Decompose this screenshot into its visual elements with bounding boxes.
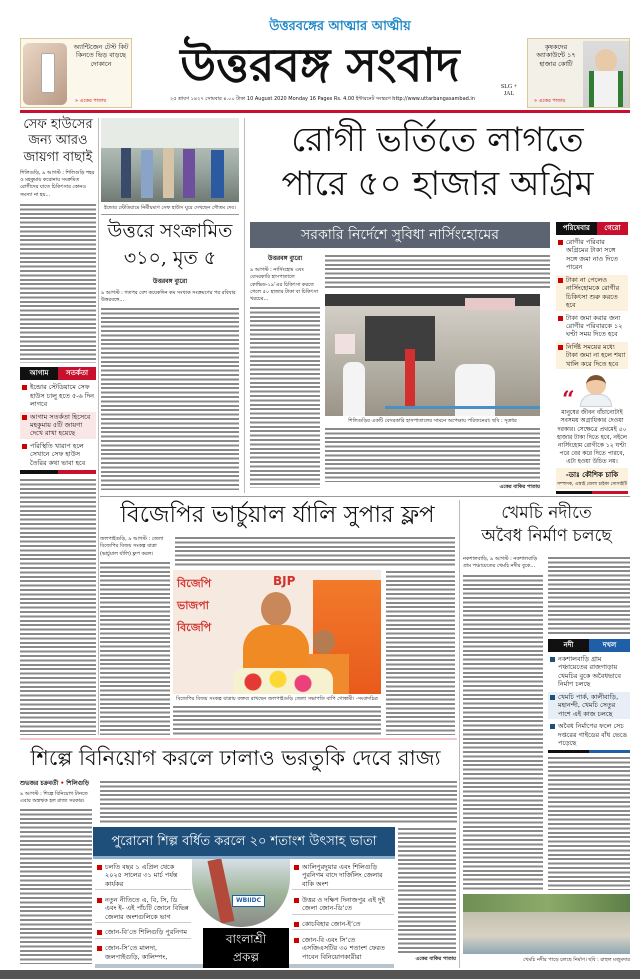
box-title-a: আগাম: [20, 367, 58, 380]
lead-body-top: [325, 254, 550, 290]
rally-photo-caption: বিজেপির বিজয় সংকল্প যাত্রায় বক্তব্য রাখছেন জলপাইগুড়ি জেলা সভাপতি বাপি গোস্বামী। -সংবাদচিত্র: [176, 696, 378, 702]
right-teaser-text: কৃষকদের অ্যাকাউন্টে ১৭ হাজার কোটি: [536, 43, 576, 68]
wbiidc-badge: WBIIDC: [232, 895, 265, 907]
industry-bullets-right: [292, 862, 394, 962]
lead-lower-column: [325, 418, 540, 492]
river-body-lower: [548, 756, 630, 890]
rally-body-bottom: [173, 705, 381, 736]
doctor-illustration: [556, 371, 628, 414]
industry-bullet: উত্তর ও দক্ষিণ দিনাজপুর এই দুই জেলা জোন-ডি’তে: [292, 895, 394, 915]
left-teaser-text: অ্যান্টিজেন টেস্ট কিট কিনতে ভিড় বাড়ছে দোকানে: [73, 43, 129, 68]
industry-right-column: [398, 827, 456, 964]
infected-headline-line2: ৩১০, মৃত ৫: [123, 247, 217, 270]
masthead-title[interactable]: উত্তরবঙ্গ সংবাদ: [180, 38, 460, 92]
quote-mark-icon: “: [562, 387, 575, 414]
lead-source: উত্তরবঙ্গ ব্যুরো: [267, 255, 303, 262]
rally-headline[interactable]: বিজেপির ভার্চুয়াল র্যালি সুপার ফ্লপ: [120, 502, 435, 528]
page-bottom-bar: [0, 970, 640, 979]
rally-body-top: [175, 536, 455, 566]
left-column: [20, 117, 96, 735]
antigen-kit-image: [23, 43, 67, 105]
river-photo-caption: খেমচি নদীর পাড়ে চলছে নির্মাণ। ছবি : রাহুল মজুমদার: [523, 957, 630, 963]
sidebar-title-a: পরিষেবার: [556, 222, 597, 235]
industry-bullet: জোন-বি এবং সি’তে এসজিএসটির ৩০ শতাংশ ফেরত পাবেন বিনিয়োগকারীরা: [292, 935, 394, 962]
safehouse-headline[interactable]: সেফ হাউসের জন্য আরও জায়গা বাছাই: [23, 117, 93, 165]
rally-dateline: জলপাইগুড়ি, ৯ আগস্ট : জেলা বিজেপির বিজয় সংকল্প যাত্রা (ভার্চুয়াল র্যালি) ফ্লপ করল।: [100, 536, 164, 557]
right-teaser-more[interactable]: » একের পাতায়: [534, 98, 566, 104]
industry-bullets-left: [95, 862, 191, 962]
hospital-photo[interactable]: [325, 294, 540, 416]
quote-role: সম্পাদক, এস্তাই জেলা চাইকা সোসাইটি: [557, 482, 627, 487]
industry-bullet: নতুন নীতিতে এ, বি, সি, ডি এবং ই- এই পাঁচটি জোনে বিভিন্ন জেলার অংশগুলিকে ভাগ: [95, 895, 191, 923]
industry-bullet: জোন-সি’তে মালদা, জলপাইগুড়ি, কালিম্পং,: [95, 943, 191, 962]
river-item: অবৈধ নির্মাণের ফলে সেচ দপ্তরের গাইডের বাঁধ ভেঙে পড়েছে: [548, 721, 630, 748]
bangla-shri-label: [203, 928, 289, 968]
safehouse-body: [20, 203, 96, 364]
column-rule: [244, 118, 245, 493]
river-headline-line1: খেমচি নদীতে: [501, 503, 592, 523]
safehouse-photo[interactable]: [101, 118, 239, 202]
infected-body: [101, 307, 239, 490]
doctor-icon: [586, 375, 606, 395]
edition-label: SLG + JAL: [500, 84, 518, 98]
column-rule: [98, 118, 99, 735]
industry-continued-link[interactable]: একের বাকির পাতায়: [415, 956, 456, 962]
industry-bullet: চলতি বছর ১ এপ্রিল থেকে ২০২৫ সালের ৩১ মার্চ পর্যন্ত কার্যকর: [95, 862, 191, 890]
industry-body-right: [398, 827, 456, 954]
left-teaser-more[interactable]: » একের পাতায়: [75, 98, 107, 104]
lead-body-left: [250, 306, 320, 488]
sidebar-item: টাকা জমা করার জন্য রোগীর পরিবারকে ১২ ঘণ্টা সময় দিতে হবে: [556, 313, 628, 340]
industry-bullet: কোচবিহার জোন-ই’তে: [292, 919, 394, 930]
box-title-b: দখল: [589, 639, 630, 652]
river-body-left: [463, 574, 543, 891]
river-right-column: [548, 556, 630, 890]
lead-body-bottom: [325, 427, 540, 483]
infected-dateline: ৯ আগস্ট : গতপর বেশ কয়েকদিন কম সংখ্যক সংক্রমণের পর রবিবার উত্তরবঙ্গে...: [101, 289, 236, 303]
lead-headline-line1: রোগী ভর্তিতে লাগতে: [291, 120, 584, 160]
section-rule: [20, 738, 457, 740]
scheme-label-line1: বাংলাশ্রী: [225, 932, 267, 946]
section-rule: [100, 496, 630, 497]
masthead-tagline: উত্তরবঙ্গের আত্মার আত্মীয়: [269, 19, 411, 34]
sidebar-item: রোগীর পরিবার অগ্রিমের টাকা সঙ্গে সঙ্গে জমা নাও দিতে পারেন: [556, 237, 628, 273]
rally-body-left: [100, 561, 170, 735]
infected-source: উত্তরবঙ্গ ব্যুরো: [152, 277, 188, 285]
left-teaser-ad[interactable]: [20, 38, 132, 108]
safehouse-photo-caption: ইন্ডোর স্টেডিয়ামে নির্মীয়মাণ সেফ হাউস ঘুরে দেখছেন গৌতম দেব।: [101, 205, 239, 215]
river-dateline: নকশালবাড়ি, ৯ আগস্ট : নকশালবাড়ি গ্রাম পঞ্চায়েতের খেমচি নদীর বুকে...: [463, 556, 538, 570]
industry-dateline: ৯ আগস্ট : শিল্পে বিনিয়োগ টানতে এবার অস্ত্রঋক হল রাজ্য সরকার।: [20, 790, 88, 805]
sidebar-title-b: গেরো: [597, 222, 628, 235]
river-body-right: [548, 556, 630, 636]
industry-headline[interactable]: শিল্পে বিনিয়োগ করলে ঢালাও ভরতুকি দেবে রাজ্য: [30, 746, 441, 770]
advance-alert-box: [20, 367, 96, 474]
industry-strap: পুরোনো শিল্প বর্ধিত করলে ২০ শতাংশ উৎসাহ ভাতা: [93, 827, 395, 859]
lead-headline[interactable]: [250, 118, 625, 206]
column-rule: [459, 500, 460, 968]
lead-strap: সরকারি নির্দেশে সুবিধা নার্সিংহোমের: [250, 222, 550, 248]
sidebar-item: নির্দিষ্ট সময়ের মধ্যে টাকা জমা না হলে শয্যা খালি করে দিতে হবে: [556, 342, 628, 369]
hospital-photo-caption: শিলিগুড়ির একটি বেসরকারি হাসপাতালের সামনে অপেক্ষায় পরিজনেরা। ছবি : সূত্রধর: [348, 418, 517, 424]
infected-headline-line1: উত্তরে সংক্রামিত: [107, 219, 233, 242]
industry-byline: শুভজর চক্রবর্তী • শিলিগুড়ি: [20, 780, 90, 787]
alert-item: আগাম সতর্কতা হিসেবে মহকুমায় ৫টি জায়গা দেখে রাখা হয়েছে: [20, 412, 96, 439]
river-headline[interactable]: [463, 502, 630, 548]
rally-lower-column: [173, 696, 381, 735]
banner-label: বিজেপি: [177, 621, 212, 634]
left-column-body: [20, 478, 96, 735]
safehouse-dateline: শিলিগুড়ি, ৯ আগস্ট : শিলিগুড়ি শহর ও মহকুমায় করোনায় সংক্রমিত রোগীদের যাতে চিকিৎসার কোনও সমস্যা না হয়...: [20, 169, 95, 198]
lead-dateline: ৯ আগস্ট : নার্সিংহোম এবং বেসরকারি হাসপাতালে কোভিড-১৯’এর চিকিৎসা করতে গেলে ৫০ হাজার টাকা বা চিকিৎসা খরচের...: [250, 267, 319, 302]
bullet-footer-bar: [289, 964, 394, 968]
rally-photo[interactable]: [173, 570, 381, 694]
lead-left-column: [250, 253, 320, 488]
sidebar-item: টাকা না পেলেও নার্সিংহোমকে রোগীর চিকিৎসা শুরু করতে হবে: [556, 275, 628, 311]
bullet-footer-bar: [95, 964, 203, 968]
alert-item: পরিস্থিতি খারাপ হলে সেখানে সেফ হাউস তৈরির কথা ভাবা হবে: [20, 441, 96, 468]
service-knot-box: [556, 222, 628, 494]
river-headline-line2: অবৈধ নির্মাণ চলছে: [481, 525, 612, 546]
infected-column: [101, 118, 239, 490]
quote-author: -ডাঃ কৌশিক চাকি: [565, 471, 619, 479]
box-title-b: সতর্কতা: [58, 367, 96, 380]
industry-body-left: [20, 808, 92, 964]
box-title-a: নদী: [548, 639, 589, 652]
industry-body-top: [100, 780, 457, 824]
pm-photo: [583, 41, 629, 107]
alert-item: ইন্ডোর স্টেডিয়ামে সেফ হাউস চালু হতে ৫-৬ দিন লাগবে: [20, 382, 96, 409]
rally-body-right: [386, 570, 455, 735]
banner-label: ভাজপা: [177, 599, 209, 612]
infected-headline[interactable]: [101, 218, 239, 273]
banner-label: বিজেপি: [177, 577, 212, 590]
industry-bullet: জোন-বি’তে শিলিগুড়ি পুরনিগম: [95, 927, 191, 938]
river-encroachment-box: [548, 639, 630, 753]
industry-bullet: আলিপুরদুয়ার এবং শিলিগুড়ি পুরনিগম বাদে দার্জিলিং জেলার বাকি অংশ: [292, 862, 394, 890]
scheme-label-line2: প্রকল্প: [233, 950, 259, 964]
bjp-banner: BJP: [273, 574, 296, 588]
wbiidc-circle-photo: [192, 859, 290, 927]
river-left-column: [463, 556, 543, 890]
lead-headline-line2: পারে ৫০ হাজার অগ্রিম: [281, 164, 594, 205]
river-item: খেমচি পার্ক, কালীবাড়ি, মহানন্দী, খেমচি সেতুর পাশে এই কাজ চলছে: [548, 692, 630, 719]
sidebar-quote: মানুষের জীবন বাঁচানোটাই সবসময় অগ্রাধিকার দেওয়া দরকার। সেক্ষেত্রে প্রথমেই ৫০ হাজার টাকা দিতে হবে, নইলে নার্সিংহোম রোগীকে ১২ ঘণ্টা পরে বের করে দিতে পারবে, এটা হওয়া উচিত নয়।: [556, 409, 628, 465]
masthead-rule: [20, 110, 630, 113]
industry-left-column: [20, 780, 92, 964]
byline-name: শুভজর চক্রবর্তী: [20, 780, 59, 787]
lead-continued-link[interactable]: একের বাকির পাতায়: [499, 484, 540, 490]
river-photo[interactable]: [463, 894, 630, 954]
masthead-dateline: ২৫ শ্রাবণ ১৪২৭ সোমবার ৪.০০ টাকা 10 August 2020 Monday 16 Pages Rs. 4.00 ইন্টারনেট সংস্করণ http://www.uttarbangasambad.in: [170, 96, 475, 102]
byline-place: শিলিগুড়ি: [66, 780, 90, 787]
right-teaser-ad[interactable]: [527, 38, 630, 108]
river-item: নকশালবাড়ি গ্রাম পঞ্চায়েতের রাজগাড়ায় খেমচির বুকে অবৈধভাবে নির্মাণ চলছে: [548, 654, 630, 690]
rally-left-column: [100, 536, 170, 735]
